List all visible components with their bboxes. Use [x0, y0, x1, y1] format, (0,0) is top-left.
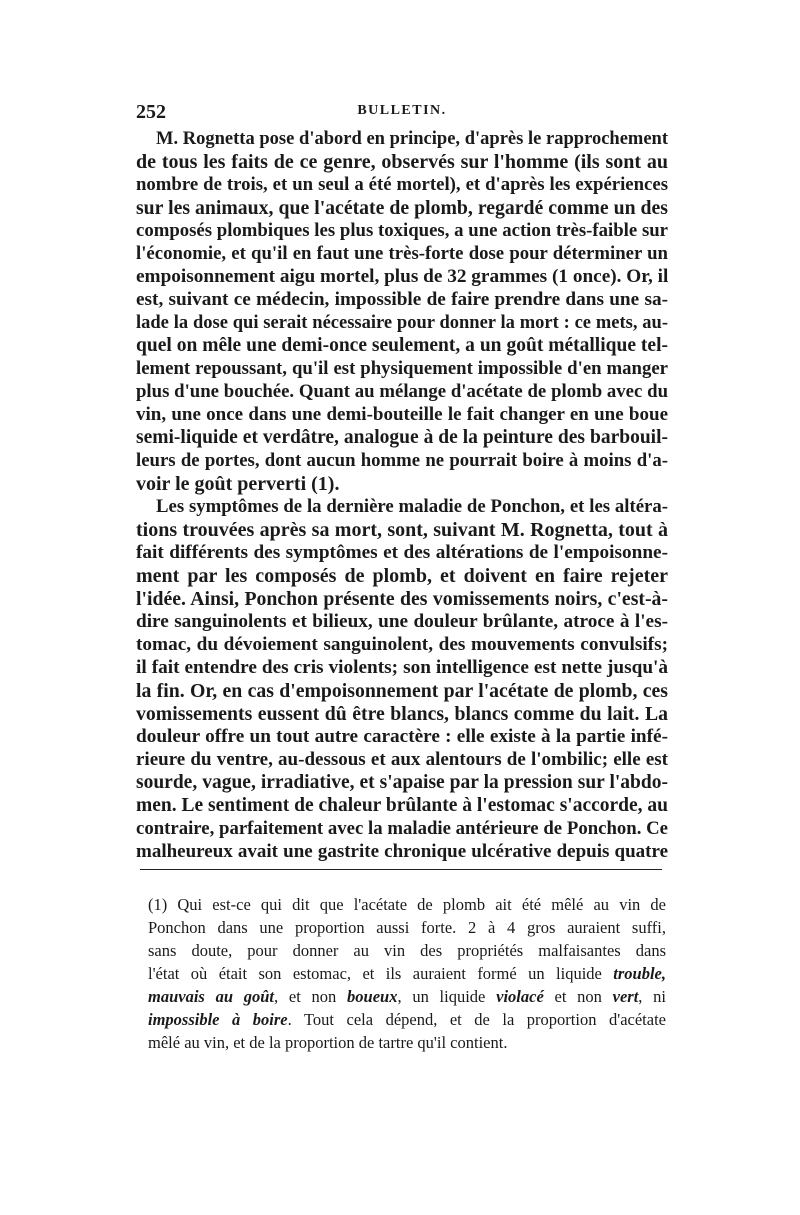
body-line: semi-liquide et verdâtre, analogue à de la peinture des barbouil- [136, 427, 668, 448]
body-line: leurs de portes, dont aucun homme ne pourrait boire à moins d'a- [136, 450, 668, 471]
body-line: est, suivant ce médecin, impossible de faire prendre dans une sa- [136, 289, 668, 310]
body-line: douleur offre un tout autre caractère : elle existe à la partie infé- [136, 726, 668, 747]
footnote-text: , et non [274, 987, 348, 1006]
body-line: sourde, vague, irradiative, et s'apaise par la pression sur l'abdo- [136, 772, 668, 793]
body-line: voir le goût perverti (1). [136, 473, 340, 495]
body-line: de tous les faits de ce genre, observés sur l'homme (ils sont au [136, 151, 668, 173]
footnote-line [148, 1008, 666, 1032]
footnote-text: . Tout cela dépend, et de la proportion d'acétate [287, 1010, 666, 1029]
footnote-separator [140, 869, 662, 870]
body-line: tomac, du dévoiement sanguinolent, des mouvements convulsifs; [136, 634, 668, 655]
body-line: sur les animaux, que l'acétate de plomb, regardé comme un des [136, 197, 668, 219]
body-line: vomissements eussent dû être blancs, blancs comme du lait. La [136, 703, 668, 725]
footnote-line: mêlé au vin, et de la proportion de tartre qu'il contient. [148, 1033, 508, 1052]
footnote-line: (1) Qui est-ce qui dit que l'acétate de plomb ait été mêlé au vin de [148, 895, 666, 914]
body-line: dire sanguinolents et bilieux, une douleur brûlante, atroce à l'es- [136, 611, 668, 632]
footnote-italic: trouble, [613, 964, 666, 983]
footnote-line [148, 962, 666, 986]
body-line: malheureux avait une gastrite chronique ulcérative depuis quatre [136, 841, 668, 862]
body-line: men. Le sentiment de chaleur brûlante à l'estomac s'accorde, au [136, 795, 669, 816]
body-line: lade la dose qui serait nécessaire pour donner la mort : ce mets, au- [136, 313, 668, 333]
body-line: plus d'une bouchée. Quant au mélange d'acétate de plomb avec du [136, 381, 668, 402]
footnote-text: et non [543, 987, 613, 1006]
body-line: rieure du ventre, au-dessous et aux alentours de l'ombilic; elle est [136, 749, 668, 770]
body-line: l'économie, et qu'il en faut une très-forte dose pour déterminer un [136, 243, 668, 264]
body-line: tions trouvées après sa mort, sont, suivant M. Rognetta, tout à [136, 519, 668, 541]
footnote-italic: violacé [496, 987, 544, 1006]
body-line: l'idée. Ainsi, Ponchon présente des vomissements noirs, c'est-à- [136, 588, 668, 610]
body-line: lement repoussant, qu'il est physiquement impossible d'en manger [136, 358, 668, 379]
footnote-italic: vert [612, 987, 639, 1006]
footnote-italic: impossible à boire [148, 1010, 288, 1029]
body-line: empoisonnement aigu mortel, plus de 32 grammes (1 once). Or, il [136, 266, 669, 287]
body-line: fait différents des symptômes et des altérations de l'empoisonne- [136, 542, 668, 563]
body-line: nombre de trois, et un seul a été mortel), et d'après les expériences [136, 174, 668, 195]
footnote-line: Ponchon dans une proportion aussi forte. 2 à 4 gros auraient suffi, [148, 918, 666, 937]
footnote-line: sans doute, pour donner au vin des propriétés malfaisantes dans [148, 941, 666, 960]
body-line: contraire, parfaitement avec la maladie antérieure de Ponchon. Ce [136, 818, 668, 839]
footnote-italic: mauvais au goût [148, 987, 275, 1006]
page-header [136, 101, 668, 127]
footnote-italic: boueux [347, 987, 398, 1006]
footnote-text: l'état où était son estomac, et ils auraient formé un liquide [148, 964, 614, 983]
footnote-text: , un liquide [397, 987, 497, 1006]
body-line: vin, une once dans une demi-bouteille le fait changer en une boue [136, 404, 668, 425]
body-line: il fait entendre des cris violents; son intelligence est nette jusqu'à [136, 657, 668, 678]
page-number: 252 [136, 101, 166, 123]
body-line: la fin. Or, en cas d'empoisonnement par l'acétate de plomb, ces [136, 680, 668, 702]
running-title: BULLETIN. [357, 103, 447, 118]
footnote-text: , ni [638, 987, 666, 1006]
body-line: M. Rognetta pose d'abord en principe, d'après le rapprochement [156, 129, 668, 149]
body-line: composés plombiques les plus toxiques, a une action très-faible sur [136, 220, 668, 241]
body-line: Les symptômes de la dernière maladie de Ponchon, et les altéra- [156, 496, 668, 517]
body-line: ment par les composés de plomb, et doivent en faire rejeter [136, 565, 668, 587]
body-line: quel on mêle une demi-once seulement, a un goût métallique tel- [136, 335, 668, 356]
footnote-line [148, 985, 666, 1009]
